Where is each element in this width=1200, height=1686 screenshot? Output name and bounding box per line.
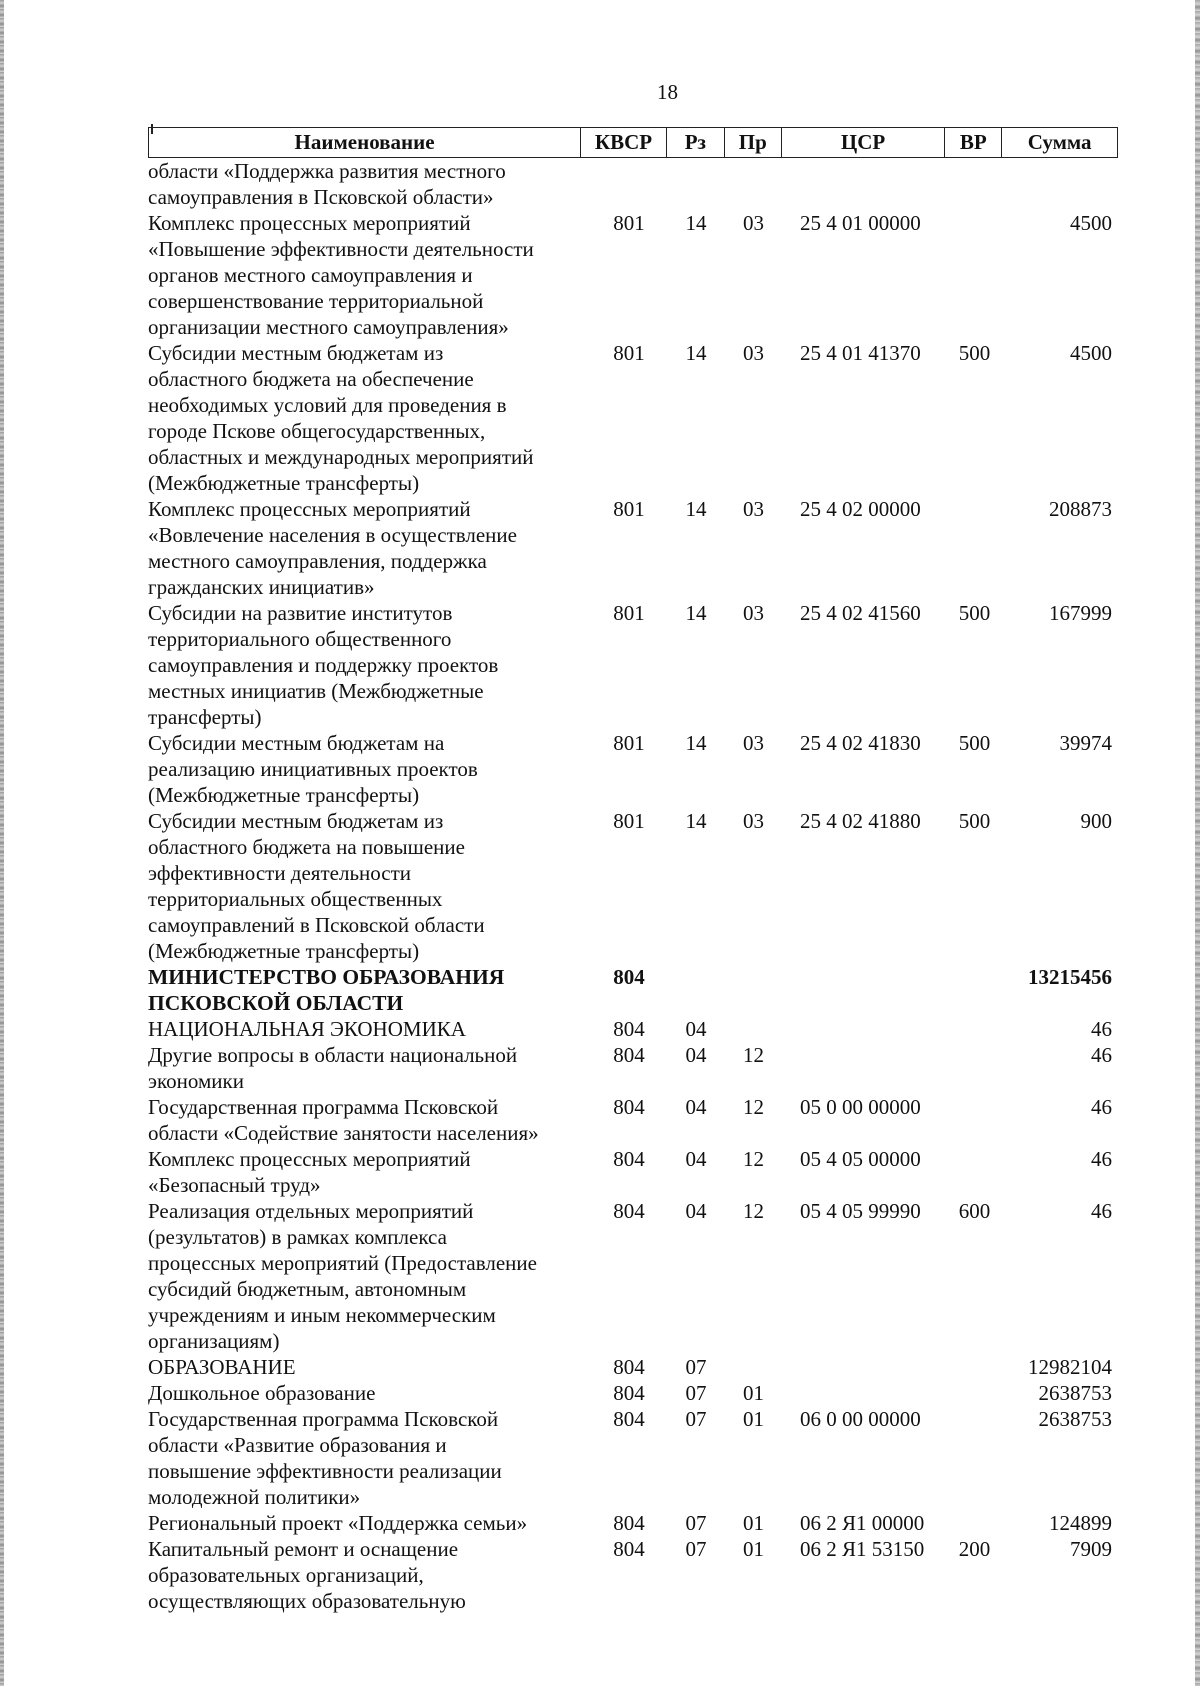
table-body: [148, 158, 1118, 1614]
cell-name: Субсидии на развитие институтов территориального общественного самоуправления и поддержку проектов местных инициатив (Межбюджетные трансферты): [148, 601, 499, 729]
cell-rz: 14: [685, 341, 707, 365]
page-number: 18: [657, 80, 678, 104]
cell-rz: 07: [685, 1381, 707, 1405]
cell-kvsr: 801: [613, 341, 645, 365]
cell-pr: 01: [743, 1511, 764, 1535]
cell-name: Субсидии местным бюджетам из областного бюджета на повышение эффективности деятельности территориальных общественных самоуправлений в Псковской области (Межбюджетные трансферты): [148, 809, 485, 963]
cell-sum: 124899: [1049, 1511, 1112, 1535]
cell-sum: 7909: [1070, 1537, 1112, 1561]
cell-sum: 2638753: [1038, 1381, 1112, 1405]
header-name: Наименование: [149, 128, 581, 157]
cell-name: области «Поддержка развития местного самоуправления в Псковской области»: [148, 159, 506, 209]
cell-sum: 13215456: [1028, 965, 1112, 989]
cell-vr: [946, 1146, 1003, 1198]
table-row: [148, 1146, 1118, 1198]
cell-rz: 04: [685, 1199, 707, 1223]
cell-name: Реализация отдельных мероприятий (результатов) в рамках комплекса процессных мероприятий (Предоставление субсидий бюджетным, автономным учреждениям и иным некоммерческим организациям): [148, 1199, 537, 1353]
cell-sum: 4500: [1070, 341, 1112, 365]
cell-vr: [946, 1354, 1003, 1380]
cell-vr: 500: [958, 601, 991, 625]
cell-pr: 03: [743, 809, 764, 833]
cell-rz: 07: [685, 1511, 707, 1535]
table-header: [148, 127, 1118, 158]
cell-csr: [782, 1380, 946, 1406]
cell-vr: [946, 964, 1003, 1016]
cell-kvsr: 801: [613, 211, 645, 235]
cell-csr: 25 4 02 41830: [800, 731, 921, 755]
cell-name: Капитальный ремонт и оснащение образовательных организаций, осуществляющих образовательную: [148, 1537, 466, 1613]
cell-pr: 03: [743, 211, 764, 235]
scan-edge-left: [0, 0, 4, 1686]
cell-rz: 04: [685, 1095, 707, 1119]
cell-kvsr: 804: [613, 1199, 645, 1223]
cell-rz: 04: [685, 1147, 707, 1171]
header-csr: ЦСР: [782, 128, 946, 157]
cell-name: Дошкольное образование: [148, 1381, 376, 1405]
cell-pr: 01: [743, 1537, 764, 1561]
table-row: [148, 1016, 1118, 1042]
table-row: [148, 600, 1118, 730]
cell-name: Комплекс процессных мероприятий «Повышение эффективности деятельности органов местного самоуправления и совершенствование территориальной организации местного самоуправления»: [148, 211, 534, 339]
cell-pr: 12: [743, 1043, 764, 1067]
cell-vr: [946, 496, 1003, 600]
cell-name: Комплекс процессных мероприятий «Вовлечение населения в осуществление местного самоуправления, поддержка гражданских инициатив»: [148, 497, 517, 599]
cell-kvsr: 801: [613, 601, 645, 625]
cell-rz: 14: [685, 497, 707, 521]
cell-vr: 500: [958, 341, 991, 365]
cell-name: Государственная программа Псковской области «Развитие образования и повышение эффективности реализации молодежной политики»: [148, 1407, 502, 1509]
cell-csr: 25 4 02 00000: [800, 497, 921, 521]
cell-vr: [946, 1094, 1003, 1146]
cell-vr: 200: [958, 1537, 991, 1561]
cell-rz: 14: [685, 601, 707, 625]
cell-pr: [725, 1354, 782, 1380]
cell-kvsr: 801: [613, 497, 645, 521]
cell-name: Другие вопросы в области национальной экономики: [148, 1043, 518, 1093]
header-pr: Пр: [725, 128, 782, 157]
cell-name: Субсидии местным бюджетам на реализацию инициативных проектов (Межбюджетные трансферты): [148, 731, 478, 807]
cell-vr: [946, 1016, 1003, 1042]
cell-vr: [946, 1510, 1003, 1536]
cell-kvsr: [581, 158, 667, 210]
cell-name: Государственная программа Псковской области «Содействие занятости населения»: [148, 1095, 539, 1145]
cell-vr: [946, 1042, 1003, 1094]
cell-sum: 167999: [1049, 601, 1112, 625]
cell-kvsr: 804: [613, 1017, 645, 1041]
cell-pr: 01: [743, 1381, 764, 1405]
table-row: [148, 496, 1118, 600]
cell-csr: 25 4 02 41880: [800, 809, 921, 833]
cell-vr: 500: [958, 731, 991, 755]
cell-rz: 07: [685, 1537, 707, 1561]
cell-pr: 03: [743, 731, 764, 755]
scan-edge-right: [1195, 0, 1200, 1686]
cell-kvsr: 804: [613, 1511, 645, 1535]
cell-sum: 46: [1091, 1095, 1112, 1119]
cell-name: Региональный проект «Поддержка семьи»: [148, 1511, 528, 1535]
cell-csr: 05 4 05 99990: [800, 1199, 921, 1223]
cell-sum: 46: [1091, 1147, 1112, 1171]
cell-kvsr: 801: [613, 731, 645, 755]
cell-csr: [782, 1016, 946, 1042]
header-kvsr: КВСР: [581, 128, 667, 157]
cell-pr: 03: [743, 341, 764, 365]
cell-kvsr: 804: [613, 1043, 645, 1067]
cell-sum: 900: [1080, 809, 1112, 833]
table-row: [148, 1510, 1118, 1536]
cell-vr: [946, 1380, 1003, 1406]
cell-csr: 06 2 Я1 00000: [800, 1511, 925, 1535]
table-row: [148, 1536, 1118, 1614]
cell-csr: 06 2 Я1 53150: [800, 1537, 925, 1561]
cell-vr: 500: [958, 809, 991, 833]
header-sum: Сумма: [1027, 130, 1092, 154]
cell-kvsr: 804: [613, 1407, 645, 1431]
cell-sum: 12982104: [1028, 1355, 1112, 1379]
cell-csr: [782, 158, 946, 210]
cell-vr: [946, 158, 1003, 210]
cell-csr: 25 4 01 41370: [800, 341, 921, 365]
header-vr: ВР: [945, 128, 1002, 157]
cell-rz: 07: [685, 1355, 707, 1379]
cell-pr: [725, 964, 782, 1016]
table-row: [148, 1042, 1118, 1094]
cell-csr: [782, 964, 946, 1016]
cell-vr: [946, 1406, 1003, 1510]
cell-kvsr: 804: [613, 1537, 645, 1561]
cell-rz: 04: [685, 1043, 707, 1067]
cell-csr: 06 0 00 00000: [800, 1407, 921, 1431]
cell-pr: [725, 1016, 782, 1042]
cell-pr: 12: [743, 1147, 764, 1171]
cell-csr: 05 0 00 00000: [800, 1095, 921, 1119]
table-row: [148, 1094, 1118, 1146]
cell-name: Субсидии местным бюджетам из областного бюджета на обеспечение необходимых условий для проведения в городе Пскове общегосударственных, областных и международных мероприятий (Межбюджетные трансферты): [148, 341, 534, 495]
cell-kvsr: 804: [613, 1095, 645, 1119]
cell-csr: [782, 1042, 946, 1094]
cell-sum: 46: [1091, 1043, 1112, 1067]
cell-kvsr: 804: [613, 965, 645, 989]
cell-csr: 25 4 01 00000: [800, 211, 921, 235]
table-row: [148, 808, 1118, 964]
table-row: [148, 1354, 1118, 1380]
cell-csr: 05 4 05 00000: [800, 1147, 921, 1171]
cell-kvsr: 804: [613, 1381, 645, 1405]
cell-rz: [667, 964, 725, 1016]
cell-kvsr: 804: [613, 1355, 645, 1379]
cell-pr: 12: [743, 1095, 764, 1119]
table-row: [148, 1380, 1118, 1406]
cell-name: ОБРАЗОВАНИЕ: [148, 1355, 296, 1379]
table-row: [148, 730, 1118, 808]
cell-sum: [1003, 158, 1118, 210]
table-row: [148, 1198, 1118, 1354]
table-row: [148, 1406, 1118, 1510]
cell-sum: 46: [1091, 1199, 1112, 1223]
cell-vr: [946, 210, 1003, 340]
cell-sum: 4500: [1070, 211, 1112, 235]
cell-pr: 12: [743, 1199, 764, 1223]
cell-kvsr: 801: [613, 809, 645, 833]
cell-rz: 07: [685, 1407, 707, 1431]
cell-kvsr: 804: [613, 1147, 645, 1171]
cell-sum: 208873: [1049, 497, 1112, 521]
cell-vr: 600: [958, 1199, 991, 1223]
table-row: [148, 964, 1118, 1016]
table-row: [148, 340, 1118, 496]
table-row: [148, 210, 1118, 340]
cell-rz: 14: [685, 211, 707, 235]
cell-rz: 14: [685, 809, 707, 833]
cell-rz: 04: [685, 1017, 707, 1041]
cell-rz: 14: [685, 731, 707, 755]
cell-sum: 2638753: [1038, 1407, 1112, 1431]
cell-pr: 03: [743, 601, 764, 625]
cell-sum: 46: [1091, 1017, 1112, 1041]
cell-csr: 25 4 02 41560: [800, 601, 921, 625]
header-rz: Рз: [667, 128, 725, 157]
cell-name: НАЦИОНАЛЬНАЯ ЭКОНОМИКА: [148, 1017, 466, 1041]
cell-pr: 03: [743, 497, 764, 521]
table-row: [148, 158, 1118, 210]
cell-csr: [782, 1354, 946, 1380]
cell-name: Комплекс процессных мероприятий «Безопасный труд»: [148, 1147, 471, 1197]
cell-rz: [667, 158, 725, 210]
cell-pr: 01: [743, 1407, 764, 1431]
cell-pr: [725, 158, 782, 210]
cell-sum: 39974: [1059, 731, 1112, 755]
cell-name: МИНИСТЕРСТВО ОБРАЗОВАНИЯ ПСКОВСКОЙ ОБЛАСТИ: [148, 965, 505, 1015]
